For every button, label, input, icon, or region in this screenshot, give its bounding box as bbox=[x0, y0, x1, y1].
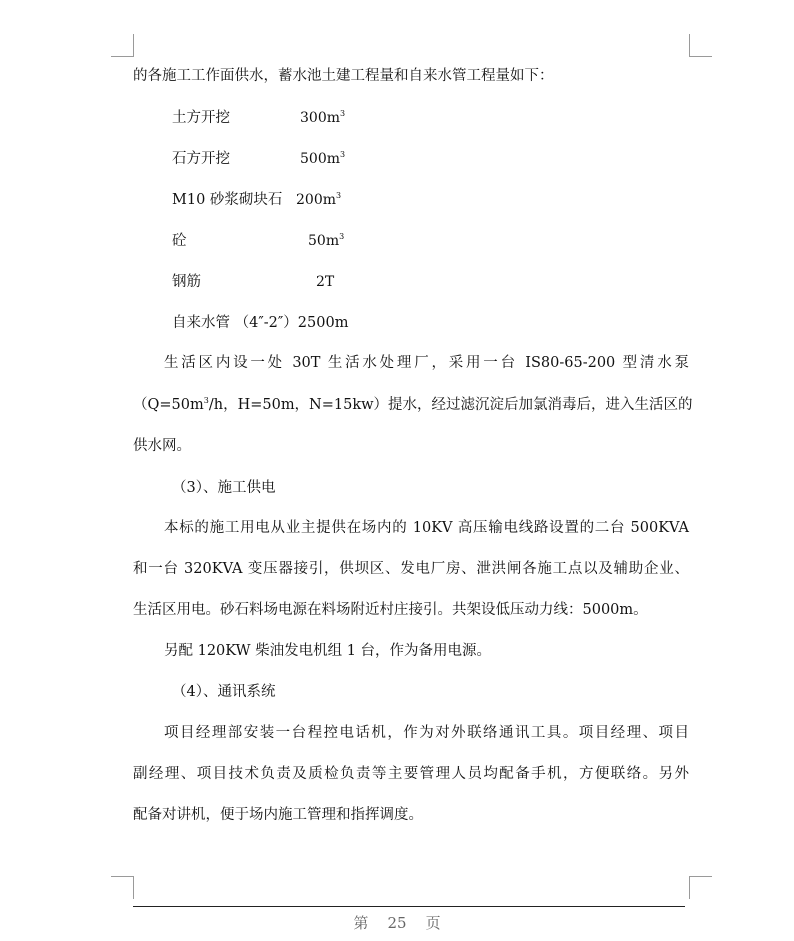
paragraph-line: 另配 120KW 柴油发电机组 1 台，作为备用电源。 bbox=[164, 643, 492, 659]
corner-mark-bottom-left bbox=[111, 876, 134, 899]
paragraph-line: 项目经理部安装一台程控电话机，作为对外联络通讯工具。项目经理、项目 bbox=[164, 725, 689, 741]
page-number bbox=[0, 912, 794, 933]
paragraph-line: 生活区用电。砂石料场电源在料场附近村庄接引。共架设低压动力线：5000m。 bbox=[133, 602, 648, 618]
corner-mark-bottom-right bbox=[689, 876, 712, 899]
quantity-amount: $50m^3$ bbox=[308, 232, 345, 249]
quantity-item: 砼 bbox=[172, 233, 187, 249]
quantity-item: 石方开挖 bbox=[172, 151, 230, 167]
paragraph-line: 供水网。 bbox=[133, 438, 191, 454]
page-prefix: 第 bbox=[353, 914, 369, 932]
intro-line: 的各施工工作面供水，蓄水池土建工程量和自来水管工程量如下： bbox=[133, 68, 554, 84]
quantity-amount: $200m^3$ bbox=[296, 191, 342, 208]
section-heading: （4）、通讯系统 bbox=[172, 684, 276, 700]
quantity-item: 土方开挖 bbox=[172, 110, 230, 126]
paragraph-line: 和一台 320KVA 变压器接引，供坝区、发电厂房、泄洪闸各施工点以及辅助企业、 bbox=[133, 561, 689, 577]
quantity-item: 钢筋 bbox=[172, 274, 201, 290]
page-number-value: 25 bbox=[387, 914, 407, 932]
paragraph-line: 配备对讲机，便于场内施工管理和指挥调度。 bbox=[133, 807, 423, 823]
corner-mark-top-right bbox=[689, 34, 712, 57]
quantity-amount: 2T bbox=[316, 274, 335, 290]
paragraph-line: 生活区内设一处 30T 生活水处理厂，采用一台 IS80-65-200 型清水泵 bbox=[164, 355, 689, 371]
paragraph-line: 副经理、项目技术负责及质检负责等主要管理人员均配备手机，方便联络。另外 bbox=[133, 766, 689, 782]
paragraph-line: （$Q=50m^3/h$，H=50m，N=15kw）提水，经过滤沉淀后加氯消毒后，进入生活区的 bbox=[133, 396, 693, 413]
page-suffix: 页 bbox=[425, 914, 441, 932]
quantity-item: 自来水管 （4″-2″）2500m bbox=[172, 315, 349, 331]
section-heading: （3）、施工供电 bbox=[172, 480, 276, 496]
quantity-amount: $500m^3$ bbox=[300, 150, 346, 167]
paragraph-line: 本标的施工用电从业主提供在场内的 10KV 高压输电线路设置的二台 500KVA bbox=[164, 520, 689, 536]
footer-rule bbox=[133, 906, 685, 907]
corner-mark-top-left bbox=[111, 34, 134, 57]
quantity-item: M10 砂浆砌块石 bbox=[172, 192, 283, 208]
quantity-amount: $300m^3$ bbox=[300, 109, 346, 126]
